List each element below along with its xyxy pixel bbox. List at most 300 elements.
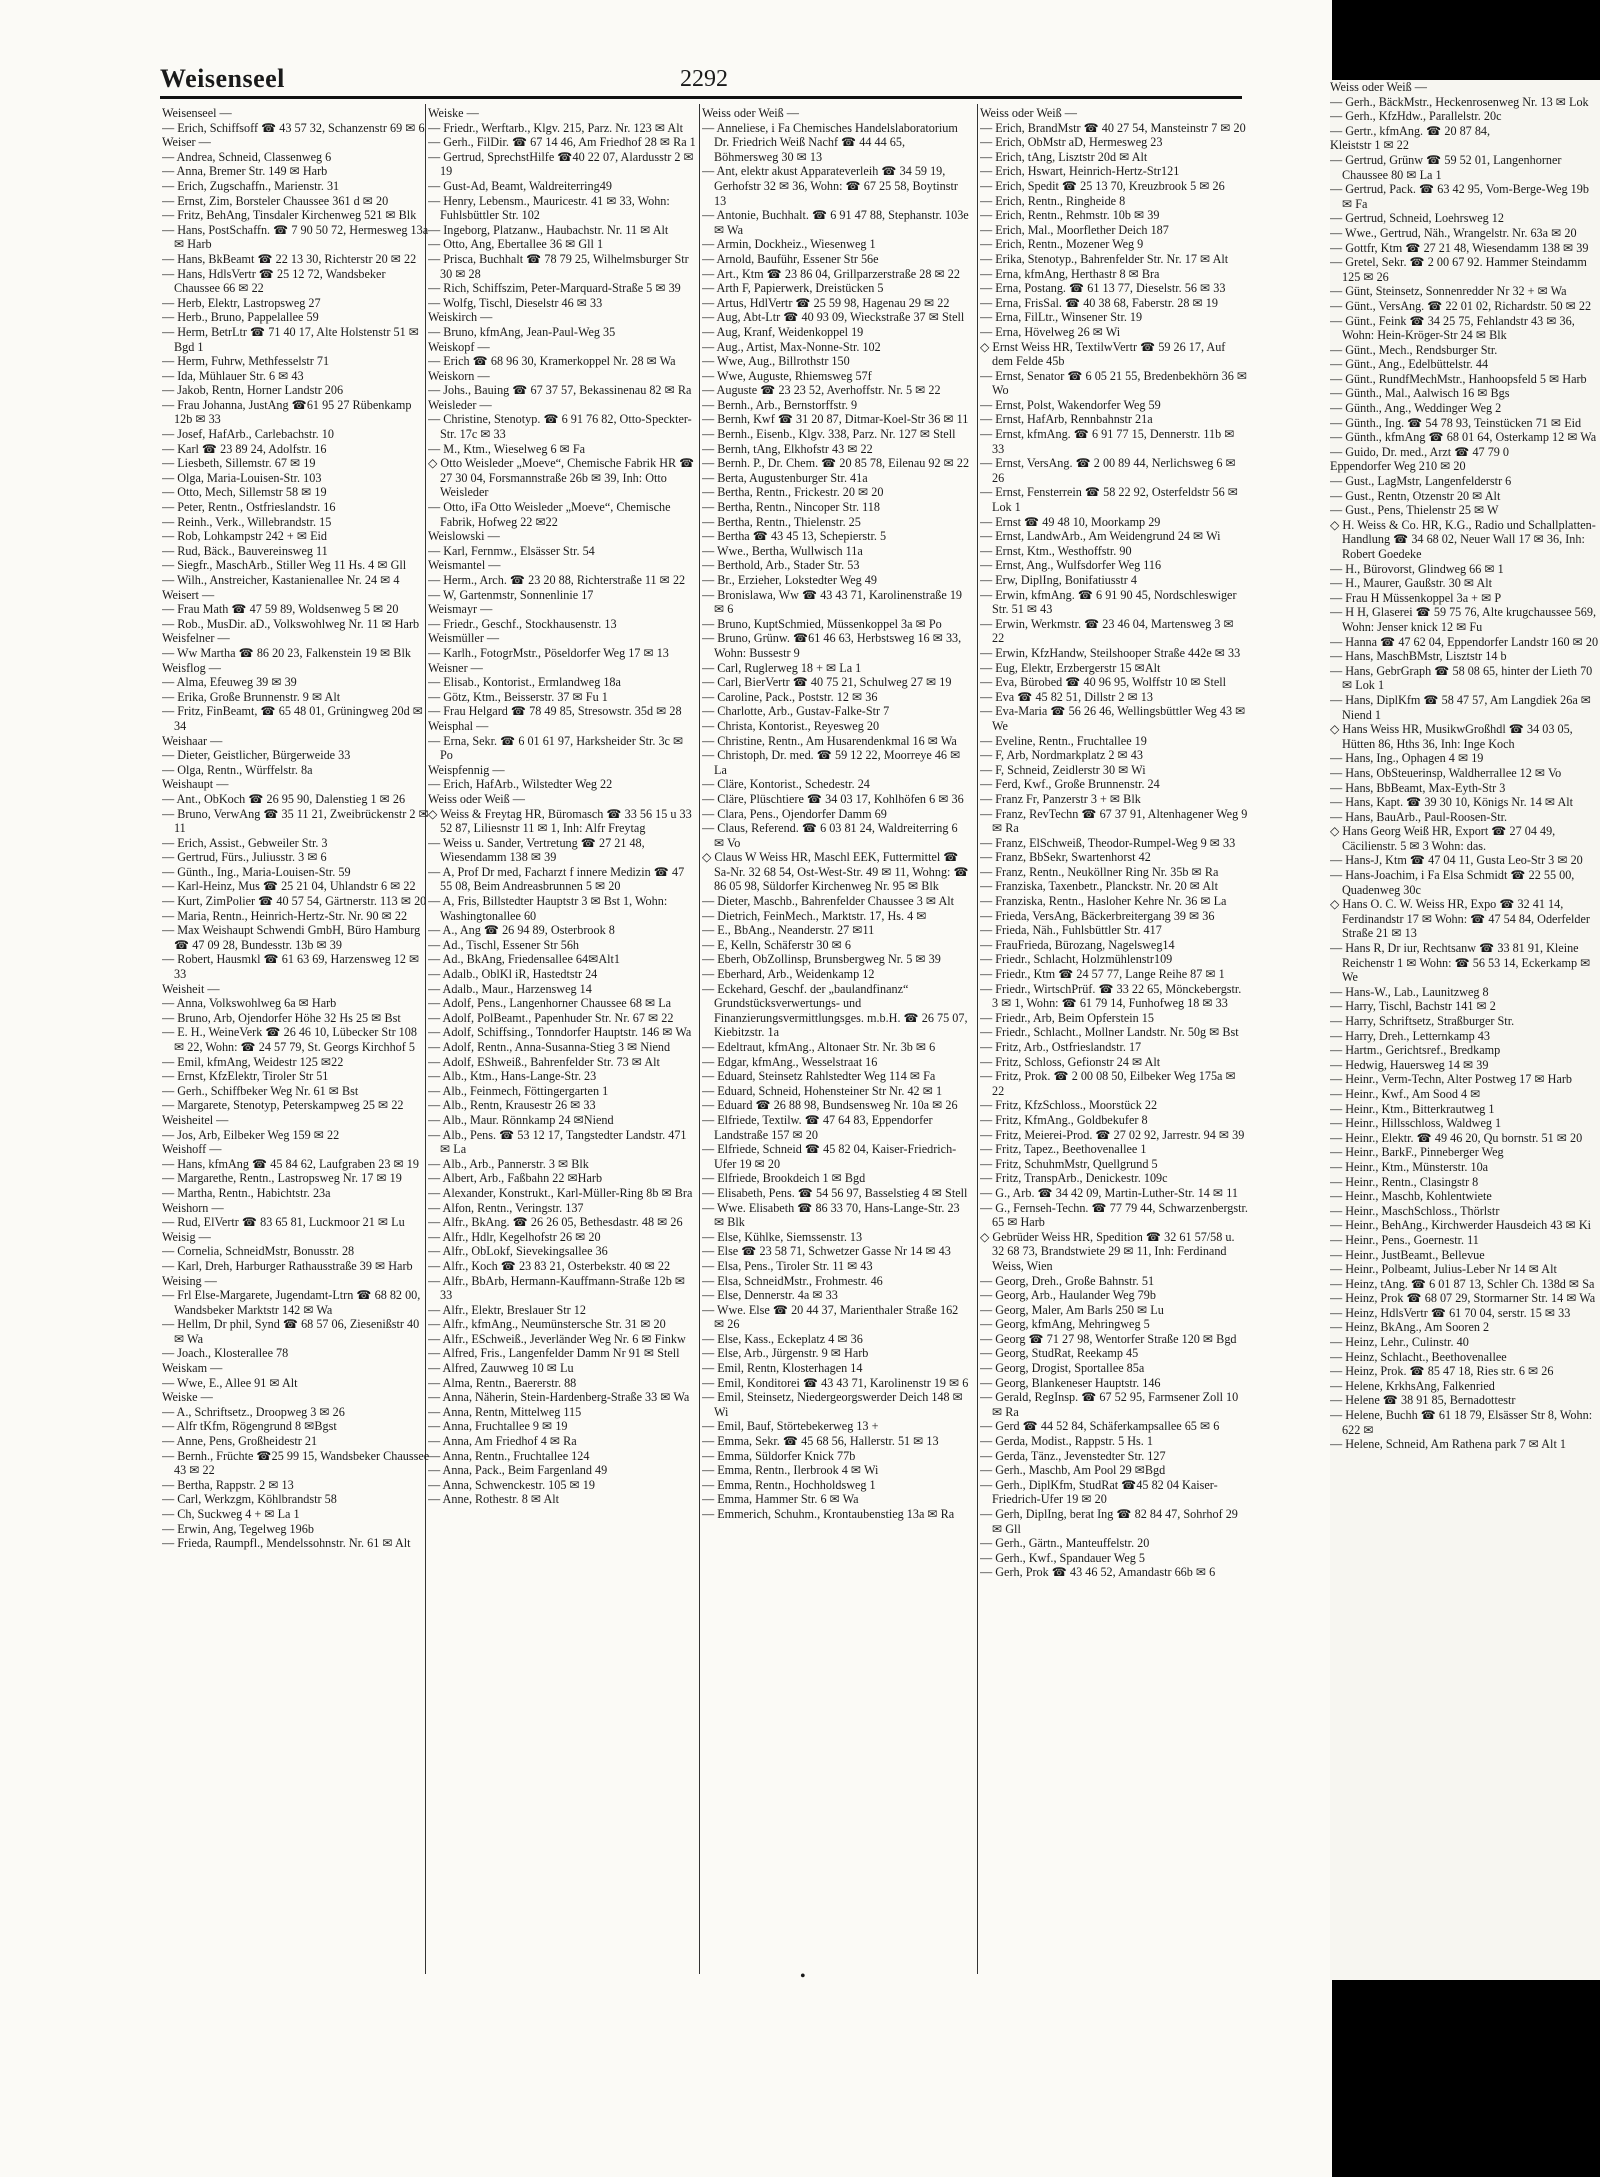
directory-entry: — Harry, Tischl, Bachstr 141 ✉ 2 [1330,999,1496,1014]
directory-entry: — Charlotte, Arb., Gustav-Falke-Str 7 [702,704,890,719]
directory-entry: — Friedr., Arb, Beim Opferstein 15 [980,1010,1154,1025]
directory-column-2 [428,106,696,1976]
directory-entry: — Heinr., Elektr. ☎ 49 46 20, Qu bornstr. 51 ✉ 20 [1330,1130,1583,1145]
directory-entry: ◇ Gebrüder Weiss HR, Spedition ☎ 32 61 57/58 u. 32 68 73, Brandstwiete 29 ✉ 11, Inh: Ferdinand Weiss, Wien [980,1229,1235,1273]
directory-entry: — Maria, Rentn., Heinrich-Hertz-Str. Nr. 90 ✉ 22 [162,908,408,923]
directory-entry: — Alfr., BkAng. ☎ 26 26 05, Bethesdastr. 48 ✉ 26 [428,1215,683,1230]
directory-entry: — Adalb., OblKl iR, Hastedtstr 24 [428,967,598,982]
directory-entry: — G., Fernseh-Techn. ☎ 77 79 44, Schwarzenbergstr. 65 ✉ Harb [980,1200,1248,1230]
directory-entry: — Gust., Pens, Thielenstr 25 ✉ W [1330,503,1499,518]
directory-entry: — Friedr., Schlacht., Mollner Landstr. Nr. 50g ✉ Bst [980,1025,1239,1040]
directory-entry: — Gerh., DiplKfm, StudRat ☎45 82 04 Kaiser-Friedrich-Ufer 19 ✉ 20 [980,1477,1218,1507]
directory-entry: — Auguste ☎ 23 23 52, Averhoffstr. Nr. 5 ✉ 22 [702,383,941,398]
directory-entry: — Elisab., Kontorist., Ermlandweg 18a [428,675,621,690]
directory-entry: — E. H., WeineVerk ☎ 26 46 10, Lübecker Str 108 ✉ 22, Wohn: ☎ 24 57 79, St. Georgs Kirchhof 5 [162,1025,417,1054]
directory-entry: — Margarete, Stenotyp, Peterskampweg 25 ✉ 22 [162,1098,404,1113]
directory-entry: — Alma, Efeuweg 39 ✉ 39 [162,675,297,690]
directory-entry: — Franziska, Taxenbetr., Planckstr. Nr. 20 ✉ Alt [980,879,1218,894]
directory-entry: ◇ Hans O. C. W. Weiss HR, Expo ☎ 32 41 14, Ferdinandstr 17 ✉ Wohn: ☎ 47 54 84, Oderfelder Straße 21 ✉ 13 [1330,897,1590,941]
directory-entry: — Artus, HdlVertr ☎ 25 59 98, Hagenau 29 ✉ 22 [702,295,950,310]
directory-entry: — Erna, kfmAng, Herthastr 8 ✉ Bra [980,266,1160,281]
directory-entry: — Hans, MaschBMstr, Lisztstr 14 b [1330,649,1507,664]
directory-entry: — Dieter, Maschb., Bahrenfelder Chaussee 3 ✉ Alt [702,894,955,909]
directory-entry: — M., Ktm., Wieselweg 6 ✉ Fa [428,441,586,456]
directory-entry: — Heinr., Pens., Goernestr. 11 [1330,1232,1479,1247]
surname-heading: Weishaupt — [162,777,229,792]
directory-entry: — Prisca, Buchhalt ☎ 78 79 25, Wilhelmsburger Str 30 ✉ 28 [428,251,689,281]
directory-entry: Kleiststr 1 ✉ 22 [1330,138,1409,153]
directory-entry: — Heinr., Ktm., Münsterstr. 10a [1330,1159,1489,1174]
directory-entry: — Bertha, Rentn., Frickestr. 20 ✉ 20 [702,485,884,500]
directory-entry: — Alexander, Konstrukt., Karl-Müller-Ring 8b ✉ Bra [428,1185,693,1200]
directory-entry: — Herb, Elektr, Lastropsweg 27 [162,295,321,310]
directory-entry: — Edgar, kfmAng., Wesselstraat 16 [702,1054,878,1069]
directory-entry: — Harry, Schriftsetz, Straßburger Str. [1330,1014,1515,1028]
directory-entry: — Günt., Feink ☎ 34 25 75, Fehlandstr 43 ✉ 36, Wohn: Hein-Kröger-Str 24 ✉ Blk [1330,313,1575,343]
directory-entry: — Erich, Rentn., Rehmstr. 10b ✉ 39 [980,208,1160,223]
directory-entry: — Fritz, KfzSchloss., Moorstück 22 [980,1098,1158,1113]
surname-heading: Weiss oder Weiß — [980,106,1077,120]
directory-entry: — Erwin, Werkmstr. ☎ 23 46 04, Martensweg 3 ✉ 22 [980,616,1234,646]
directory-entry: — Franz, Rentn., Neuköllner Ring Nr. 35b ✉ Ra [980,864,1219,879]
directory-entry: — Else, Arb., Jürgenstr. 9 ✉ Harb [702,1346,869,1361]
directory-entry: — Hellm, Dr phil, Synd ☎ 68 57 06, Ziesenißstr 40 ✉ Wa [162,1317,420,1346]
directory-entry: — Anna, Am Friedhof 4 ✉ Ra [428,1434,577,1449]
directory-entry: — A, Fris, Billstedter Hauptstr 3 ✉ Bst 1, Wohn: Washingtonallee 60 [428,894,668,923]
directory-entry: — Fritz, Meierei-Prod. ☎ 27 02 92, Jarrestr. 94 ✉ 39 [980,1127,1245,1142]
directory-entry: — Ernst, Zim, Borsteler Chaussee 361 d ✉ 20 [162,193,389,208]
header-rule [160,96,1242,99]
page-title: Weisenseel [160,64,285,93]
directory-entry: — Else, Kass., Eckeplatz 4 ✉ 36 [702,1331,863,1346]
directory-entry: — Max Weishaupt Schwendi GmbH, Büro Hamburg ☎ 47 09 28, Bundesstr. 13b ✉ 39 [162,923,421,952]
directory-entry: — Heinr., Polbeamt, Julius-Leber Nr 14 ✉ Alt [1330,1262,1557,1277]
directory-entry: — Herb., Bruno, Pappelallee 59 [162,310,319,325]
directory-entry: — Rich, Schiffszim, Peter-Marquard-Straße 5 ✉ 39 [428,281,681,296]
directory-entry: — Alfr tKfm, Rögengrund 8 ✉Bgst [162,1419,337,1434]
directory-entry: — Ingeborg, Platzanw., Haubachstr. Nr. 11 ✉ Alt [428,222,669,237]
directory-entry: ◇ Weiss & Freytag HR, Büromasch ☎ 33 56 15 u 33 52 87, Liliesnstr 11 ✉ 1, Inh: Alfr Freytag [428,806,692,836]
directory-entry: — Frl Else-Margarete, Jugendamt-Ltrn ☎ 68 82 00, Wandsbeker Marktstr 142 ✉ Wa [162,1288,421,1317]
directory-entry: — Heinr., Verm-Techn, Alter Postweg 17 ✉ Harb [1330,1072,1573,1087]
directory-entry: — Günt., RundfMechMstr., Hanhoopsfeld 5 ✉ Harb [1330,371,1587,386]
directory-entry: — Anna, Rentn., Fruchtallee 124 [428,1448,590,1463]
directory-entry: — Erich, Mal., Moorflether Deich 187 [980,222,1169,237]
directory-entry: — Ernst, VersAng. ☎ 2 00 89 44, Nerlichsweg 6 ✉ 26 [980,456,1236,485]
directory-entry: — E, Kelln, Schäferstr 30 ✉ 6 [702,937,851,952]
directory-entry: — Aug., Artist, Max-Nonne-Str. 102 [702,339,881,354]
directory-entry: — Ww Martha ☎ 86 20 23, Falkenstein 19 ✉ Blk [162,645,411,660]
directory-entry: — Ernst, Polst, Wakendorfer Weg 59 [980,397,1161,412]
directory-entry: — Eva ☎ 45 82 51, Dillstr 2 ✉ 13 [980,689,1153,704]
directory-entry: — Bruno, KuptSchmied, Müssenkoppel 3a ✉ Po [702,616,942,631]
directory-entry: — Hans, DiplKfm ☎ 58 47 57, Am Langdiek 26a ✉ Niend 1 [1330,692,1591,722]
directory-entry: — Eberhard, Arb., Weidenkamp 12 [702,967,875,982]
directory-entry: — Alb., Feinmech, Föttingergarten 1 [428,1083,609,1098]
directory-entry: — Christa, Kontorist., Reyesweg 20 [702,718,880,733]
directory-entry: — Hans-Joachim, i Fa Elsa Schmidt ☎ 22 55 00, Quadenweg 30c [1330,868,1575,897]
directory-entry: — Bernh. P., Dr. Chem. ☎ 20 85 78, Eilenau 92 ✉ 22 [702,456,970,471]
surname-heading: Weiser — [162,135,211,150]
directory-entry: — Heinr., Rentn., Clasingstr 8 [1330,1174,1479,1189]
directory-entry: — Adolf, Pens., Langenhorner Chaussee 68 ✉ La [428,996,672,1011]
directory-entry: — Bertha, Rappstr. 2 ✉ 13 [162,1477,294,1492]
directory-entry: — Frieda, Raumpfl., Mendelssohnstr. Nr. 61 ✉ Alt [162,1536,411,1551]
directory-entry: — Anna, Schwenckestr. 105 ✉ 19 [428,1477,595,1492]
directory-entry: — Hans, PostSchaffn. ☎ 7 90 50 72, Hermesweg 13a ✉ Harb [162,222,429,252]
directory-entry: — Hanna ☎ 47 62 04, Eppendorfer Landstr 160 ✉ 20 [1330,634,1599,649]
surname-heading: Weisphal — [428,718,489,733]
directory-entry: — Ant., ObKoch ☎ 26 95 90, Dalenstieg 1 ✉ 26 [162,791,406,806]
directory-entry: — Dietrich, FeinMech., Marktstr. 17, Hs. 4 ✉ [702,908,927,923]
directory-entry: — Fritz, TranspArb., Denickestr. 109c [980,1171,1168,1186]
directory-entry: — Günt, Steinsetz, Sonnenredder Nr 32 + ✉ Wa [1330,284,1567,299]
directory-entry: — Heinr., BehAng., Kirchwerder Hausdeich 43 ✉ Ki [1330,1218,1592,1233]
surname-heading: Weisheit — [162,981,220,996]
directory-entry: — Karl-Heinz, Mus ☎ 25 21 04, Uhlandstr 6 ✉ 22 [162,879,416,894]
directory-entry: — Alfr., kfmAng., Neumünstersche Str. 31 ✉ 20 [428,1317,666,1332]
directory-entry: — Wwe., Bertha, Wullwisch 11a [702,543,863,558]
directory-entry: — H H, Glaserei ☎ 59 75 76, Alte krugchaussee 569, Wohn: Jenser knick 12 ✉ Fu [1330,605,1596,634]
directory-entry: — Christine, Rentn., Am Husarendenkmal 16 ✉ Wa [702,733,957,748]
column-divider [977,104,978,1974]
directory-entry: — Anna, Rentn, Mittelweg 115 [428,1404,582,1419]
directory-entry: — Günth., Ing., Maria-Louisen-Str. 59 [162,864,351,879]
directory-entry: — Friedr., Ktm ☎ 24 57 77, Lange Reihe 87 ✉ 1 [980,967,1225,982]
directory-entry: — Reinh., Verk., Willebrandstr. 15 [162,514,332,529]
directory-entry: — Heinz, HdlsVertr ☎ 61 70 04, serstr. 15 ✉ 33 [1330,1305,1571,1320]
directory-entry: — Otto, iFa Otto Weisleder „Moeve“, Chemische Fabrik, Hofweg 22 ✉22 [428,500,671,529]
directory-entry: — Alma, Rentn., Baererstr. 88 [428,1375,577,1390]
directory-entry: — G., Arb. ☎ 34 42 09, Martin-Luther-Str. 14 ✉ 11 [980,1185,1238,1200]
directory-entry: — Alfred, Fris., Langenfelder Damm Nr 91 ✉ Stell [428,1346,680,1361]
directory-entry: — Erwin, kfmAng. ☎ 6 91 90 45, Nordschleswiger Str. 51 ✉ 43 [980,587,1237,617]
directory-entry: — Georg, Drogist, Sportallee 85a [980,1361,1145,1376]
directory-entry: — Emil, Steinsetz, Niedergeorgswerder Deich 148 ✉ Wi [702,1390,963,1419]
directory-entry: — Georg, Maler, Am Barls 250 ✉ Lu [980,1302,1164,1317]
directory-entry: — Robert, Hausmkl ☎ 61 63 69, Harzensweg 12 ✉ 33 [162,952,420,982]
directory-entry: — Herm, Fuhrw, Methfesselstr 71 [162,354,330,369]
directory-entry: — Fritz, FinBeamt, ☎ 65 48 01, Grüningweg 20d ✉ 34 [162,704,424,733]
directory-entry: — Carl, Ruglerweg 18 + ✉ La 1 [702,660,862,675]
directory-entry: — Ernst, Ang., Wulfsdorfer Weg 116 [980,558,1162,573]
directory-entry: — Anneliese, i Fa Chemisches Handelslaboratorium Dr. Friedrich Weiß Nachf ☎ 44 44 65, Böhmersweg 30 ✉ 13 [702,120,958,164]
directory-entry: — Günt., Ang., Edelbüttelstr. 44 [1330,357,1489,372]
column-divider [699,104,700,1974]
surname-heading: Weishorn — [162,1200,224,1215]
surname-heading: Weisner — [428,660,483,675]
directory-entry: — Anna, Pack., Beim Fargenland 49 [428,1463,608,1478]
directory-entry: — Georg, Dreh., Große Bahnstr. 51 [980,1273,1155,1288]
directory-entry: — Bruno, VerwAng ☎ 35 11 21, Zweibrückenstr 2 ✉ 11 [162,806,429,836]
directory-entry: — Erich, Rentn., Ringheide 8 [980,193,1126,208]
directory-entry: — Heinz, tAng. ☎ 6 01 87 13, Schler Ch. 138d ✉ Sa [1330,1276,1595,1291]
directory-entry: — Erna, Postang. ☎ 61 13 77, Dieselstr. 56 ✉ 33 [980,281,1226,296]
directory-entry: — Erna, FilLtr., Winsener Str. 19 [980,310,1143,325]
directory-entry: — Gertrud, Grünw ☎ 59 52 01, Langenhorner Chaussee 80 ✉ La 1 [1330,152,1562,182]
directory-entry: — Helene, Buchh ☎ 61 18 79, Elsässer Str 8, Wohn: 622 ✉ [1330,1408,1593,1437]
directory-entry: — Rud, Bäck., Bauvereinsweg 11 [162,543,328,558]
directory-entry: — Berthold, Arb., Stader Str. 53 [702,558,860,573]
directory-entry: — Anna, Näherin, Stein-Hardenberg-Straße 33 ✉ Wa [428,1390,690,1405]
directory-entry: — Otto, Ang, Ebertallee 36 ✉ Gll 1 [428,237,604,252]
directory-entry: — Erna, FrisSal. ☎ 40 38 68, Faberstr. 28 ✉ 19 [980,295,1218,310]
directory-entry: — Wilh., Anstreicher, Kastanienallee Nr. 24 ✉ 4 [162,573,400,587]
directory-entry: — Christine, Stenotyp. ☎ 6 91 76 82, Otto-Speckter-Str. 17c ✉ 33 [428,412,692,442]
directory-entry: — Siegfr., MaschArb., Stiller Weg 11 Hs. 4 ✉ Gll [162,558,407,573]
directory-entry: — A., Schriftsetz., Droopweg 3 ✉ 26 [162,1404,345,1419]
directory-entry: — Heinr., BarkF., Pinneberger Weg [1330,1145,1504,1160]
directory-entry: — Gerh., BäckMstr., Heckenrosenweg Nr. 13 ✉ Lok [1330,94,1589,109]
directory-entry: — Wolfg, Tischl, Dieselstr 46 ✉ 33 [428,295,603,310]
directory-entry: — E., BbAng., Neanderstr. 27 ✉11 [702,923,875,938]
directory-entry: — Fritz, Arb., Ostfrieslandstr. 17 [980,1040,1142,1054]
directory-entry: — Eduard, Schneid, Hohensteiner Str Nr. 42 ✉ 1 [702,1083,943,1098]
directory-entry: — Erich, Schiffsoff ☎ 43 57 32, Schanzenstr 69 ✉ 6 [162,120,425,135]
directory-entry: — Hans, Kapt. ☎ 39 30 10, Königs Nr. 14 ✉ Alt [1330,795,1574,810]
surname-heading: Weiske — [428,106,479,120]
page-footer-mark: • [800,1968,806,1985]
directory-entry: — Gerh, Prok ☎ 43 46 52, Amandastr 66b ✉ 6 [980,1565,1216,1580]
directory-entry: — Gertrud, Schneid, Loehrsweg 12 [1330,211,1504,226]
directory-entry: — Jos, Arb, Eilbeker Weg 159 ✉ 22 [162,1127,340,1142]
directory-entry: — Olga, Rentn., Würffelstr. 8a [162,762,313,777]
directory-entry: — Eveline, Rentn., Fruchtallee 19 [980,733,1147,748]
directory-entry: — Gerh., Schiffbeker Weg Nr. 61 ✉ Bst [162,1083,359,1098]
directory-entry: — Gust., LagMstr, Langenfelderstr 6 [1330,474,1512,489]
surname-heading: Weiskam — [162,1361,223,1376]
directory-entry: — Wwe. Elisabeth ☎ 86 33 70, Hans-Lange-Str. 23 ✉ Blk [702,1200,960,1230]
directory-entry: ◇ H. Weiss & Co. HR, K.G., Radio und Schallplatten-Handlung ☎ 34 68 02, Neuer Wall 17 ✉ 36, Inh: Robert Goedeke [1330,517,1596,561]
directory-entry: — Bernh., Eisenb., Klgv. 338, Parz. Nr. 127 ✉ Stell [702,427,956,442]
directory-entry: — Rob., MusDir. aD., Volkswohlweg Nr. 11 ✉ Harb [162,616,420,631]
directory-entry: — Gretel, Sekr. ☎ 2 00 67 92. Hammer Steindamm 125 ✉ 26 [1330,255,1587,284]
directory-entry: — Albert, Arb., Faßbahn 22 ✉Harb [428,1171,603,1186]
directory-entry: — H., Bürovorst, Glindweg 66 ✉ 1 [1330,561,1504,576]
directory-entry: — Alfred, Zauwweg 10 ✉ Lu [428,1361,574,1376]
directory-entry: — Heinz, BkAng., Am Sooren 2 [1330,1320,1490,1335]
directory-entry: — Alfr., Elektr, Breslauer Str 12 [428,1302,586,1317]
surname-heading: Weisheitel — [162,1112,229,1127]
directory-entry: — Götz, Ktm., Beisserstr. 37 ✉ Fu 1 [428,689,608,704]
directory-entry: — Joach., Klosterallee 78 [162,1346,289,1361]
directory-entry: — Heinr., Ktm., Bitterkrautweg 1 [1330,1101,1495,1116]
directory-entry: — Wwe, E., Allee 91 ✉ Alt [162,1375,298,1390]
directory-entry: — Günt., Mech., Rendsburger Str. [1330,342,1498,357]
surname-heading: Weisleder — [428,397,492,412]
directory-entry: — Hedwig, Hauersweg 14 ✉ 39 [1330,1057,1489,1072]
surname-heading: Weiskirch — [428,310,493,325]
directory-entry: — Elsa, SchneidMstr., Frohmestr. 46 [702,1273,883,1288]
directory-entry: — Emma, Rentn., Hochholdsweg 1 [702,1477,876,1492]
directory-entry: — Aug, Abt-Ltr ☎ 40 93 09, Wieckstraße 37 ✉ Stell [702,310,965,325]
directory-entry: — Franz, RevTechn ☎ 67 37 91, Altenhagener Weg 9 ✉ Ra [980,806,1248,836]
directory-entry: — Peter, Rentn., Ostfrieslandstr. 16 [162,500,336,515]
directory-entry: — Erich, Hswart, Heinrich-Hertz-Str121 [980,164,1180,179]
surname-heading: Weismayr — [428,602,493,617]
directory-entry: — Aug, Kranf, Weidenkoppel 19 [702,324,864,339]
directory-entry: — Bertha, Rentn., Thielenstr. 25 [702,514,861,529]
directory-entry: — Gertr., kfmAng. ☎ 20 87 84, [1330,123,1491,138]
directory-entry: — Eduard ☎ 26 88 98, Bundsensweg Nr. 10a ✉ 26 [702,1098,958,1113]
directory-entry: — Ernst, Fensterrein ☎ 58 22 92, Osterfeldstr 56 ✉ Lok 1 [980,485,1238,515]
facing-page [1330,80,1600,1980]
directory-entry: — Gerh., Kwf., Spandauer Weg 5 [980,1550,1145,1565]
directory-entry: — Heinz, Prok. ☎ 85 47 18, Ries str. 6 ✉ 26 [1330,1364,1554,1379]
directory-entry: — Hans, BkBeamt ☎ 22 13 30, Richterstr 20 ✉ 22 [162,251,417,266]
directory-entry: — Eva, Bürobed ☎ 40 96 95, Wolffstr 10 ✉ Stell [980,675,1227,690]
directory-entry: — Hans-J, Ktm ☎ 47 04 11, Gusta Leo-Str 3 ✉ 20 [1330,853,1583,868]
directory-entry: — Karlh., FotogrMstr., Pöseldorfer Weg 17 ✉ 13 [428,645,669,660]
directory-entry: — Erich ☎ 68 96 30, Kramerkoppel Nr. 28 ✉ Wa [428,354,676,369]
directory-entry: — Fritz, Prok. ☎ 2 00 08 50, Eilbeker Weg 175a ✉ 22 [980,1069,1236,1098]
directory-entry: — Bronislawa, Ww ☎ 43 43 71, Karolinenstraße 19 ✉ 6 [702,587,963,617]
directory-entry: — Cornelia, SchneidMstr, Bonusstr. 28 [162,1244,355,1259]
directory-entry: — Erich, ObMstr aD, Hermesweg 23 [980,135,1163,150]
directory-entry: — Anne, Pens, Großheidestr 21 [162,1434,318,1449]
directory-entry: — Helene, KrkhsAng, Falkenried [1330,1378,1495,1393]
surname-heading: Weislowski — [428,529,500,544]
directory-entry: — Carl, BierVertr ☎ 40 75 21, Schulweg 27 ✉ 19 [702,675,952,690]
directory-entry: — Gertrud, Fürs., Juliusstr. 3 ✉ 6 [162,850,327,865]
directory-entry: — Heinr., MaschSchloss., Thörlstr [1330,1203,1500,1218]
surname-heading: Weishaar — [162,733,223,748]
directory-entry: — Alfr., BbArb, Hermann-Kauffmann-Straße 12b ✉ 33 [428,1273,686,1303]
directory-entry: — FrauFrieda, Bürozang, Nagelsweg14 [980,937,1175,952]
directory-entry: — Anne, Rothestr. 8 ✉ Alt [428,1492,560,1507]
directory-entry: — Emil, Bauf, Störtebekerweg 13 + [702,1419,879,1434]
directory-entry: — Elfriede, Brookdeich 1 ✉ Bgd [702,1171,866,1186]
directory-entry: — Erich, HafArb., Wilstedter Weg 22 [428,777,613,792]
directory-entry: — Günth., kfmAng ☎ 68 01 64, Osterkamp 12 ✉ Wa [1330,430,1597,445]
directory-entry: — Frau H Müssenkoppel 3a + ✉ P [1330,590,1502,605]
surname-heading: Weismantel — [428,558,501,573]
directory-entry: — Martha, Rentn., Habichtstr. 23a [162,1185,331,1200]
directory-entry: — Alb., Arb., Pannerstr. 3 ✉ Blk [428,1156,589,1171]
directory-entry: — Hans, BauArb., Paul-Roosen-Str. [1330,809,1508,824]
surname-heading: Weiss oder Weiß — [1330,80,1427,94]
directory-entry: — Frau Helgard ☎ 78 49 85, Stresowstr. 35d ✉ 28 [428,704,682,719]
directory-entry: — Franz Fr, Panzerstr 3 + ✉ Blk [980,791,1141,806]
directory-entry: — Eduard, Steinsetz Rahlstedter Weg 114 ✉ Fa [702,1069,936,1084]
directory-entry: — Adolf, PolBeamt., Papenhuder Str. Nr. 67 ✉ 22 [428,1010,674,1025]
directory-entry: — Emil, kfmAng, Weidestr 125 ✉22 [162,1054,344,1069]
directory-entry: — Heinz, Lehr., Culinstr. 40 [1330,1335,1469,1350]
directory-entry: — Georg, kfmAng, Mehringweg 5 [980,1317,1150,1332]
directory-entry: — Georg ☎ 71 27 98, Wentorfer Straße 120 ✉ Bgd [980,1331,1237,1346]
directory-entry: — Hans, BbBeamt, Max-Eyth-Str 3 [1330,780,1506,795]
surname-heading: Weisfelner — [162,631,230,646]
directory-entry: — Eva-Maria ☎ 56 26 46, Wellingsbüttler Weg 43 ✉ We [980,704,1246,733]
directory-entry: — A, Prof Dr med, Facharzt f innere Medizin ☎ 47 55 08, Beim Andreasbrunnen 5 ✉ 20 [428,864,685,894]
directory-entry: — Ida, Mühlauer Str. 6 ✉ 43 [162,368,304,383]
surname-heading: Weisenseel — [162,106,232,120]
directory-entry: — Georg, Arb., Haulander Weg 79b [980,1288,1156,1303]
directory-entry: ◇ Hans Georg Weiß HR, Export ☎ 27 04 49, Cäcilienstr. 5 ✉ 3 Wohn: das. [1330,824,1556,853]
directory-entry: — Frieda, Näh., Fuhlsbüttler Str. 417 [980,923,1162,938]
directory-entry: — Margarethe, Rentn., Lastropsweg Nr. 17 ✉ 19 [162,1171,402,1186]
directory-entry: — Armin, Dockheiz., Wiesenweg 1 [702,237,876,252]
directory-entry: — Friedr., Schlacht, Holzmühlenstr109 [980,952,1173,967]
directory-entry: — Emma, Sekr. ☎ 45 68 56, Hallerstr. 51 ✉ 13 [702,1434,939,1449]
directory-entry: — Alb., Maur. Rönnkamp 24 ✉Niend [428,1112,614,1127]
directory-entry: — Gerh, DiplIng, berat Ing ☎ 82 84 47, Sohrhof 29 ✉ Gll [980,1507,1238,1536]
directory-entry: — Cläre, Plüschtiere ☎ 34 03 17, Kohlhöfen 6 ✉ 36 [702,791,964,806]
directory-entry: — Ernst, HafArb, Rennbahnstr 21a [980,412,1153,427]
directory-entry: ◇ Claus W Weiss HR, Maschl EEK, Futtermittel ☎ Sa-Nr. 32 68 54, Ost-West-Str. 49 ✉ 11, Wohng: ☎ 86 05 98, Süldorfer Kirchenweg Nr. 95 ✉ Blk [702,850,969,894]
directory-entry: — Erich, Spedit ☎ 25 13 70, Kreuzbrook 5 ✉ 26 [980,178,1225,193]
surname-heading: Weiss oder Weiß — [702,106,799,120]
page-header [160,62,1242,98]
directory-entry: — Ernst, kfmAng. ☎ 6 91 77 15, Dennerstr. 11b ✉ 33 [980,427,1235,456]
directory-entry: — Emmerich, Schuhm., Krontaubenstieg 13a ✉ Ra [702,1507,955,1521]
directory-entry: — Ferd, Kwf., Große Brunnenstr. 24 [980,777,1160,792]
directory-entry: — Adolf, Schiffsing., Tonndorfer Hauptstr. 146 ✉ Wa [428,1025,692,1040]
directory-entry: — Berta, Augustenburger Str. 41a [702,470,868,485]
directory-entry: Eppendorfer Weg 210 ✉ 20 [1330,459,1466,474]
directory-entry: — Ernst, KfzElektr, Tiroler Str 51 [162,1069,329,1084]
surname-heading: Weismüller — [428,631,500,646]
directory-entry: — Gerd ☎ 44 52 84, Schäferkampsallee 65 ✉ 6 [980,1419,1220,1434]
directory-entry: — Alfr., Hdlr, Kegelhofstr 26 ✉ 20 [428,1229,601,1244]
directory-entry: — Gerda, Modist., Rappstr. 5 Hs. 1 [980,1434,1153,1449]
directory-entry: — Elisabeth, Pens. ☎ 54 56 97, Basselstieg 4 ✉ Stell [702,1185,968,1200]
directory-entry: — Adolf, EShweiß., Bahrenfelder Str. 73 ✉ Alt [428,1054,660,1069]
directory-entry: — Josef, HafArb., Carlebachstr. 10 [162,427,334,442]
directory-entry: — Wwe, Auguste, Rhiemsweg 57f [702,368,872,383]
directory-entry: — Fritz, Schloss, Gefionstr 24 ✉ Alt [980,1054,1161,1069]
directory-entry: — Liesbeth, Sillemstr. 67 ✉ 19 [162,456,316,471]
surname-heading: Weisert — [162,587,215,602]
directory-entry: — Anna, Bremer Str. 149 ✉ Harb [162,164,328,179]
surname-heading: Weishoff — [162,1142,222,1157]
directory-entry: — Gerh., Maschb, Am Pool 29 ✉Bgd [980,1463,1166,1478]
directory-entry: — Hans, ObSteuerinsp, Waldherrallee 12 ✉ Vo [1330,765,1562,780]
directory-entry: — Bernh., Früchte ☎25 99 15, Wandsbeker Chaussee 43 ✉ 22 [162,1448,430,1478]
directory-entry: — Alfon, Rentn., Veringstr. 137 [428,1200,584,1215]
directory-entry: — Cläre, Kontorist., Schedestr. 24 [702,777,870,792]
directory-entry: — Arth F, Papierwerk, Dreistücken 5 [702,281,884,296]
directory-entry: — Ad., BkAng, Friedensallee 64✉Alt1 [428,952,620,967]
directory-column-3 [702,106,970,1976]
directory-column-5 [1330,80,1600,1950]
directory-column-4 [980,106,1248,1976]
directory-entry: ◇ Ernst Weiss HR, TextilwVertr ☎ 59 26 17, Auf dem Felde 45b [980,339,1226,369]
directory-entry: — Georg, Blankeneser Hauptstr. 146 [980,1375,1161,1390]
directory-entry: — Andrea, Schneid, Classenweg 6 [162,149,332,164]
directory-entry: — Alfr., ESchweiß., Jeverländer Weg Nr. 6 ✉ Finkw [428,1331,686,1346]
directory-entry: ◇ Hans Weiss HR, MusikwGroßhdl ☎ 34 03 05, Hütten 86, Hths 36, Inh: Inge Koch [1330,722,1573,751]
directory-entry: — Hans, kfmAng ☎ 45 84 62, Laufgraben 23 ✉ 19 [162,1156,419,1171]
directory-entry: — Gerda, Tänz., Jevenstedter Str. 127 [980,1448,1166,1463]
directory-entry: — Herm., Arch. ☎ 23 20 88, Richterstraße 11 ✉ 22 [428,573,686,587]
directory-entry: — Gerh., Gärtn., Manteuffelstr. 20 [980,1536,1150,1551]
directory-entry: — Bernh., Arb., Bernstorffstr. 9 [702,397,858,412]
directory-entry: — Anna, Fruchtallee 9 ✉ 19 [428,1419,568,1434]
directory-entry: — Adolf, Rentn., Anna-Susanna-Stieg 3 ✉ Niend [428,1040,671,1054]
directory-entry: — Wwe. Else ☎ 20 44 37, Marienthaler Straße 162 ✉ 26 [702,1302,959,1332]
directory-entry: — Franziska, Rentn., Hasloher Kehre Nr. 36 ✉ La [980,894,1227,909]
directory-entry: — Heinr., JustBeamt., Bellevue [1330,1247,1485,1262]
directory-entry: — Gerald, RegInsp. ☎ 67 52 95, Farmsener Zoll 10 ✉ Ra [980,1390,1239,1419]
surname-heading: Weising — [162,1273,217,1288]
directory-entry: — Erich, tAng, Lisztstr 20d ✉ Alt [980,149,1148,164]
directory-entry: — Emil, Konditorei ☎ 43 43 71, Karolinenstr 19 ✉ 6 [702,1375,969,1390]
directory-entry: — F, Arb, Nordmarkplatz 2 ✉ 43 [980,748,1143,763]
directory-entry: — Ernst, Ktm., Westhoffstr. 90 [980,543,1132,558]
directory-entry: — Edeltraut, kfmAng., Altonaer Str. Nr. 3b ✉ 6 [702,1040,936,1054]
surname-heading: Weiskopf — [428,339,490,354]
